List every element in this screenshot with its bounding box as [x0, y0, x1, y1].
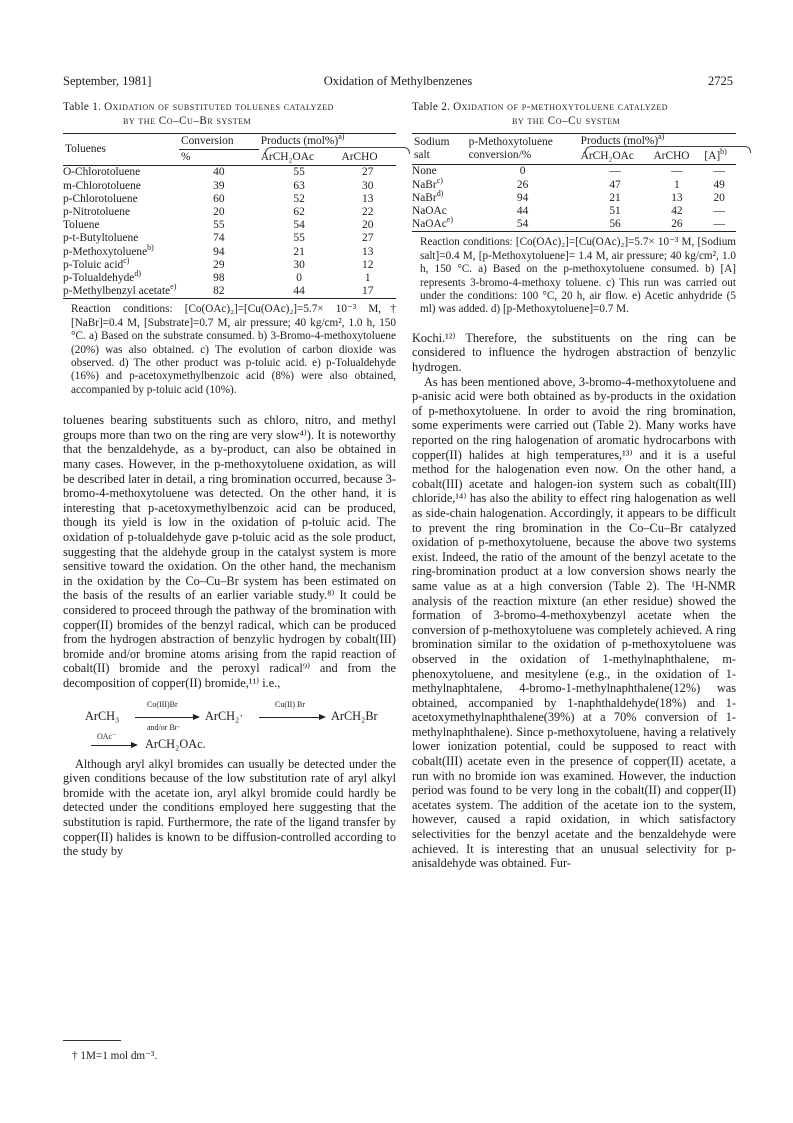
- table-row: [63, 193, 396, 206]
- table2-number: Table 2.: [412, 101, 451, 113]
- table1-row-p2: 27: [362, 166, 374, 179]
- table2-header-p3-label: [A]: [704, 150, 721, 163]
- table1-row-p2: 27: [362, 232, 374, 245]
- table2-row-p2: 42: [671, 205, 683, 218]
- table1-row-conv: 98: [213, 272, 225, 285]
- table-row: [63, 246, 396, 259]
- scheme-arrow1-sublabel: and/or Br·: [147, 722, 181, 732]
- table1-row-conv: 39: [213, 179, 225, 192]
- table1-row-name: p-t-Butyltoluene: [63, 232, 139, 245]
- left-column: [63, 100, 396, 859]
- table1-header-products-label: Products (mol%): [260, 135, 339, 148]
- table1-row-note: e): [170, 282, 177, 292]
- table2-row-salt: NaOAc: [412, 205, 447, 218]
- table1-row-p1: 52: [293, 192, 305, 205]
- table1-row-p1: 54: [293, 219, 305, 232]
- table2-row-conv: 54: [467, 218, 579, 232]
- table2-row-salt: NaBr: [412, 178, 437, 191]
- table2-row-conv: 44: [516, 205, 529, 218]
- table2-row-salt: NaBr: [412, 191, 437, 204]
- left-paragraph-1: toluenes bearing substituents such as chloro, nitro, and methyl groups more than two on the ring are very slow⁴⁾). It is noteworthy that the benzaldehyde, as a by-product, can also be obtained in many cases. However, in the p-methoxytoluene oxidation, as will be described later in detail, a ring bromination occurred, because 3-bromo-4-methoxytoluene was detected. On the other hand, it is interesting that p-acetoxymethylbenzoic acid can be produced, though its yield is low in the oxidation of p-toluic acid. The oxidation of p-tolualdehyde gave p-toluic acid as the sole product, suggesting that the aldehyde group in the catalyst system is more sensitive toward the oxidation. On the other hand, the mechanism in the oxidation by the Co–Cu–Br system has been estimated on the basis of the results of an earlier variable study.⁸⁾ It could be considered to proceed through the pathway of the bromination with copper(II) bromides of the benzyl radical, which can be produced from the hydrogen abstraction of benzylic hydrogen by cobalt(III) bromide and/or bromine atoms arising from the rapid reaction of cobalt(II) bromide and the peroxyl radical⁹⁾ and from the decomposition of copper(II) bromide,¹¹⁾ i.e.,: [63, 413, 396, 690]
- table2-header-p1-label: ArCH₂OAc: [580, 150, 634, 163]
- right-paragraph-1: Kochi.¹²⁾ Therefore, the substituents on the ring can be considered to influence the hydrogen abstraction of benzylic hydrogen.: [412, 330, 736, 375]
- table2-row-p1: 47: [609, 178, 621, 191]
- scheme-arrow1-label: Co(III)Br: [147, 699, 178, 709]
- table2-row-p3: —: [702, 218, 736, 232]
- scheme-intermediate: ArCH₂·: [205, 708, 244, 723]
- scheme-arrow3-label: OAc⁻: [97, 731, 117, 741]
- table2-caption: [412, 100, 736, 128]
- scheme-arrow1-head: [193, 714, 200, 720]
- table1-number: Table 1.: [63, 101, 102, 113]
- table1-row-p2: 1: [364, 272, 371, 285]
- table2-header-salt-line2: salt: [414, 149, 430, 162]
- table2-row-p1: 56: [579, 218, 652, 232]
- table2-row-p3: —: [713, 165, 725, 178]
- table2-row-p1: 51: [609, 205, 621, 218]
- table-row: [63, 272, 396, 285]
- table1-row-name: p-Tolualdehyde: [63, 272, 135, 285]
- scheme-arrow3-line: [91, 745, 131, 746]
- table2-header-p3-note: b): [720, 147, 727, 157]
- table-row: [63, 180, 396, 193]
- table1-products-brace: [265, 147, 410, 154]
- table1-notes: Reaction conditions: [Co(OAc)₂]=[Cu(OAc)₂]=5.7× 10⁻³ M,† [NaBr]=0.4 M, [Substrate]=0.7 M, air pressure; 40 kg/cm², 1.0 h, 150 °C. a) Based on the substrate consumed. b) 3-Bromo-4-methoxytoluene (20%) was also obtained. c) The evolution of carbon dioxide was observed. d) The other product was p-toluic acid. e) p-Tolualdehyde (16%) and p-acetoxymethylbenzoic acid (8%) were also obtained, accompanied by p-toluic acid (10%).: [71, 303, 396, 396]
- table2-row-note: e): [446, 215, 453, 225]
- table-row: [63, 166, 396, 180]
- reaction-scheme: [63, 697, 396, 753]
- footnote: † 1M=1 mol dm⁻³.: [72, 1050, 158, 1062]
- table1-row-name: Toluene: [63, 219, 100, 232]
- table1-row-conv: 94: [213, 245, 225, 258]
- table1-row-p1: 55: [293, 166, 305, 179]
- table1-row-conv: 40: [213, 166, 225, 179]
- table1-row-note: b): [147, 242, 154, 252]
- table2-header-conversion-line1: p-Methoxytoluene: [468, 136, 553, 148]
- table1-row-name: p-Nitrotoluene: [63, 206, 131, 219]
- table1-row-p2: 12: [362, 258, 374, 271]
- table1-row-conv: 29: [213, 258, 225, 271]
- footnote-rule: [63, 1040, 121, 1041]
- table2-header-conversion: [467, 134, 579, 165]
- table2-header-salt: [412, 134, 467, 165]
- table1-row-name: m-Chlorotoluene: [63, 179, 141, 192]
- table1-row-p2: 22: [362, 206, 374, 219]
- table1-row-p2: 30: [362, 179, 374, 192]
- scheme-reactant: ArCH₃: [85, 708, 120, 723]
- scheme-arrow1-line: [135, 717, 193, 718]
- table1-row-p1: 63: [293, 179, 305, 192]
- page-number: 2725: [708, 74, 733, 88]
- table1-row-conv: 82: [179, 285, 259, 299]
- table1-row-p1: 55: [293, 232, 305, 245]
- table2-title-line1: Oxidation of p-methoxytoluene catalyzed: [453, 101, 669, 113]
- table1-row-name: O-Chlorotoluene: [63, 166, 141, 179]
- table1-row-p2: 13: [362, 245, 374, 258]
- left-body: [63, 413, 396, 858]
- table1: [63, 133, 396, 299]
- table2-row-p1: —: [609, 165, 621, 178]
- table2-row-p2: 26: [651, 218, 702, 232]
- running-head: [63, 74, 733, 90]
- table1-row-conv: 74: [213, 232, 225, 245]
- table-row: [412, 165, 736, 179]
- table-row: [63, 206, 396, 219]
- scheme-arrow3-head: [131, 742, 138, 748]
- table1-row-conv: 60: [213, 192, 225, 205]
- issue-date: September, 1981]: [63, 74, 152, 88]
- table1-row-name: p-Methylbenzyl acetate: [63, 285, 171, 298]
- table-row: [63, 259, 396, 272]
- table1-row-name: p-Toluic acid: [63, 258, 124, 271]
- table-row: [63, 285, 396, 299]
- scheme-bromide: ArCH₂Br: [331, 708, 378, 723]
- table-row: [63, 232, 396, 245]
- left-paragraph-2: Although aryl alkyl bromides can usually be detected under the given conditions because of the low substitution rate of aryl alkyl bromide with the acetate ion, aryl alkyl bromide could hardly be detected under the conditions employed here suggesting that the substitution is rapid. Furthermore, the rate of the ligand transfer by copper(II) halides is known to be diffusion-controlled according to the study by: [63, 756, 396, 859]
- table2-row-conv: 26: [516, 178, 529, 191]
- table2-header-conversion-line2: conversion/%: [468, 149, 532, 162]
- right-paragraph-2: As has been mentioned above, 3-bromo-4-methoxytoluene and p-anisic acid were both obtained as by-products in the oxidation of p-methoxytoluene. In order to avoid the ring bromination, some experiments were carried out (Table 2). Many works have reported on the ring halogenation of aromatic hydrocarbons with copper(II) halides at high temperatures,¹³⁾ and it is a useful method for the halogenation even now. On the other hand, a cobalt(III) acetate and halogen-ion system such as cobalt(III) chloride,¹⁴⁾ has also the ability to effect ring halogenation as well as side-chain halogenation. Accordingly, it appears to be difficult to prevent the ring bromination in the Co–Cu–Br catalyzed oxidation of p-methoxytoluene, because the above two systems exist. Indeed, the ratio of the amount of the benzyl acetate to the ring-bromination product at a low conversion shows nearly the same value as at a high conversion (Table 2). The ¹H-NMR analysis of the reaction mixture (an ether residue) showed the formation of 3-bromo-4-methoxybenzyl acetate when the conversion of p-methoxytoluene was completely achieved. A ring bromination similar to the oxidation of p-methoxytoluene was observed in the oxidation of 1-methylnaphthalene, m-phenoxytoluene, and mesitylene (e.g., in the oxidation of 1-methylnaphtalene, 4-bromo-1-methylnaphthalene(12%) was obtained, accompanied by 1-naphthaldehyde(18%) and 1-acetoxymethylnaphthalene(39%) at a 70% conversion of 1-methylnaphthalene). Since p-methoxytoluene, having a relatively lower ionization potential, could be supposed to react with cobalt(III) acetate even in the presence of copper(II) acetate, a run with no bromide ion was examined. However, the induction period was found to be very long in the cobalt(II) and copper(II) acetates system. The addition of the acetate ion to the system, however, caused a rapid oxidation, in which satisfactory selectivities for the benzyl acetate and the benzaldehyde were achieved. It is interesting that an unusual selectivity for p-anisaldehyde was obtained. Fur-: [412, 374, 736, 871]
- table2-header-products-label: Products (mol%): [580, 135, 659, 147]
- table1-row-p1: 0: [296, 272, 302, 285]
- table1-row-p1: 62: [293, 206, 305, 219]
- table1-row-p2: 17: [340, 285, 397, 299]
- table-row: [412, 218, 736, 232]
- table2-row-note: d): [436, 189, 444, 199]
- table2-row-conv: 0: [519, 165, 526, 178]
- table-row: [412, 179, 736, 192]
- table2-notes: Reaction conditions: [Co(OAc)₂]=[Cu(OAc)₂]=5.7× 10⁻³ M, [Sodium salt]=0.4 M, [p-Methoxytoluene]= 1.4 M, air pressure; 40 kg/cm², 1.0 h, 150 °C. a) Based on the p-methoxytoluene consumed. b) [A] represents 3-bromo-4-methoxy toluene. c) This run was carried out under the conditions: 100 °C, 20 h, air flow. e) Acetic anhydride (5 ml) was added. d) [p-Methoxytoluene]=0.7 M.: [420, 236, 736, 316]
- table1-row-conv: 55: [213, 219, 225, 232]
- scheme-acetate: ArCH₂OAc.: [145, 736, 206, 751]
- table2-row-p1: 21: [609, 191, 621, 204]
- table2-header-p2: ArCHO: [653, 150, 690, 163]
- table1-header-products-note: a): [338, 132, 345, 142]
- scheme-arrow2-head: [319, 714, 326, 720]
- right-body: [412, 331, 736, 871]
- table2-title-line2: by the Co–Cu system: [512, 115, 621, 127]
- table1-header-p1: [259, 150, 340, 166]
- table2-header-p1: [579, 149, 652, 165]
- table2-row-p2: —: [671, 165, 683, 178]
- table2-row-salt: NaOAc: [412, 218, 447, 231]
- table-row: [63, 219, 396, 232]
- table2-row-salt: None: [412, 165, 437, 178]
- table2-products-brace: [585, 146, 752, 153]
- table2-row-p3: —: [713, 205, 725, 218]
- table2-row-p2: 1: [674, 178, 680, 191]
- table2: [412, 133, 736, 232]
- table1-row-p2: 20: [362, 219, 374, 232]
- scheme-arrow2-label: Cu(II) Br: [275, 699, 305, 709]
- table1-header-p2: ArCHO: [341, 150, 378, 163]
- table1-row-note: c): [123, 256, 130, 266]
- right-column: [412, 100, 736, 871]
- table2-header-salt-line1: Sodium: [414, 136, 450, 148]
- table1-title-line1: Oxidation of substituted toluenes catalyzed: [104, 101, 334, 113]
- table2-header-products-note: a): [658, 132, 665, 142]
- table2-row-p3: 20: [713, 191, 725, 204]
- scheme-arrow2-line: [259, 717, 319, 718]
- table1-caption: [63, 100, 396, 128]
- table-row: [412, 192, 736, 205]
- table1-row-p1: 21: [293, 245, 305, 258]
- table-row: [412, 205, 736, 218]
- table1-header-conversion-unit: %: [181, 151, 191, 164]
- table1-row-p2: 13: [362, 192, 374, 205]
- running-title: Oxidation of Methylbenzenes: [323, 74, 473, 88]
- table1-row-conv: 20: [213, 206, 225, 219]
- table2-row-conv: 94: [516, 191, 529, 204]
- table1-row-p1: 44: [259, 285, 340, 299]
- table1-row-p1: 30: [293, 258, 305, 271]
- table2-row-note: c): [436, 175, 443, 185]
- table1-row-name: p-Chlorotoluene: [63, 192, 138, 205]
- table1-header-toluenes: Toluenes: [65, 143, 106, 156]
- table2-row-p2: 13: [671, 191, 683, 204]
- table1-row-note: d): [134, 269, 141, 279]
- table2-row-p3: 49: [713, 178, 725, 191]
- table1-title-line2: by the Co–Cu–Br system: [123, 115, 252, 127]
- table1-header-conversion: Conversion: [179, 134, 259, 150]
- table1-row-name: p-Methoxytoluene: [63, 245, 148, 258]
- table1-header-p1-label: ArCH₂OAc: [260, 150, 315, 163]
